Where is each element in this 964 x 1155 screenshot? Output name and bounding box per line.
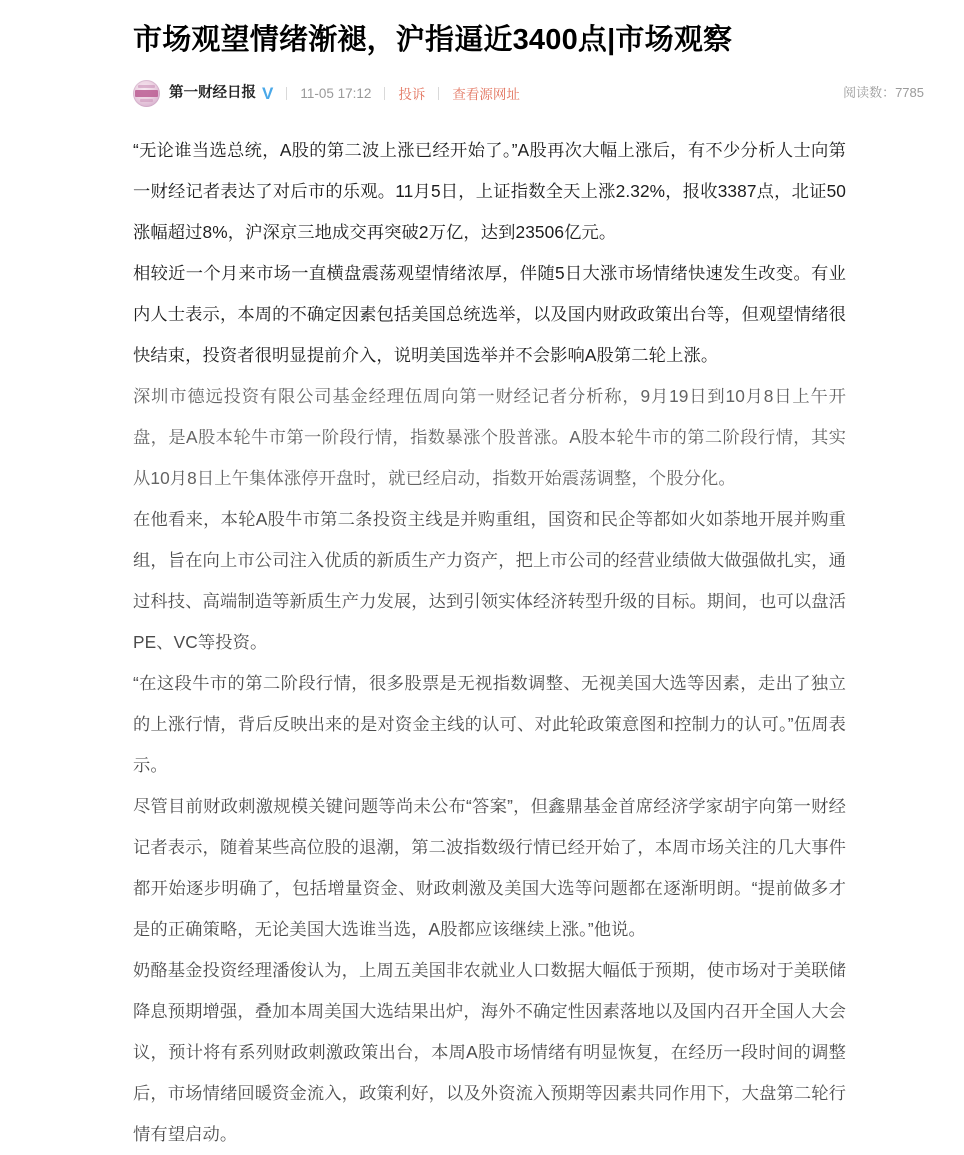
avatar-decor-bottom [140,99,153,102]
article-paragraph: 深圳市德远投资有限公司基金经理伍周向第一财经记者分析称，9月19日到10月8日上午开盘，是A股本轮牛市第一阶段行情，指数暴涨个股普涨。A股本轮牛市的第二阶段行情，其实从10月8日上午集体涨停开盘时，就已经启动，指数开始震荡调整，个股分化。 [133,386,846,488]
meta-divider [384,87,385,100]
meta-divider [438,87,439,100]
article-paragraph: 奶酪基金投资经理潘俊认为，上周五美国非农就业人口数据大幅低于预期，使市场对于美联储降息预期增强，叠加本周美国大选结果出炉，海外不确定性因素落地以及国内召开全国人大会议，预计将有系列财政刺激政策出台，本周A股市场情绪有明显恢复，在经历一段时间的调整后，市场情绪回暖资金流入，政策利好，以及外资流入预期等因素共同作用下，大盘第二轮行情有望启动。 [133,960,846,1144]
publisher-info[interactable] [133,80,273,107]
view-source-url-link[interactable]: 查看源网址 [452,87,520,102]
read-count: 阅读数：7785 [843,85,924,100]
meta-divider [286,87,287,100]
avatar-decor-top [138,85,155,88]
verified-badge-icon: V [262,83,274,103]
publish-timestamp: 11-05 17:12 [300,85,372,101]
publisher-avatar-icon [133,80,160,107]
publisher-name[interactable]: 第一财经日报 [169,84,256,101]
avatar-decor-band [135,90,158,97]
article-paragraph: “在这段牛市的第二阶段行情，很多股票是无视指数调整、无视美国大选等因素，走出了独立的上涨行情，背后反映出来的是对资金主线的认可、对此轮政策意图和控制力的认可。”伍周表示。 [133,673,846,775]
page-title: 市场观望情绪渐褪，沪指逼近3400点|市场观察 [133,24,733,56]
article-paragraph: 在他看来，本轮A股牛市第二条投资主线是并购重组，国资和民企等都如火如荼地开展并购重组，旨在向上市公司注入优质的新质生产力资产，把上市公司的经营业绩做大做强做扎实，通过科技、高端制造等新质生产力发展，达到引领实体经济转型升级的目标。期间，也可以盘活PE、VC等投资。 [133,509,846,652]
report-link[interactable]: 投诉 [398,87,426,102]
article-paragraph: 相较近一个月来市场一直横盘震荡观望情绪浓厚，伴随5日大涨市场情绪快速发生改变。有业内人士表示，本周的不确定因素包括美国总统选举，以及国内财政政策出台等，但观望情绪很快结束，投资者很明显提前介入，说明美国选举并不会影响A股第二轮上涨。 [133,263,846,365]
article-paragraph: 尽管目前财政刺激规模关键问题等尚未公布“答案”，但鑫鼎基金首席经济学家胡宇向第一财经记者表示，随着某些高位股的退潮，第二波指数级行情已经开始了，本周市场关注的几大事件都开始逐步明确了，包括增量资金、财政刺激及美国大选等问题都在逐渐明朗。“提前做多才是的正确策略，无论美国大选谁当选，A股都应该继续上涨。”他说。 [133,796,846,939]
article-meta-bar [0,62,964,108]
article-paragraph: “无论谁当选总统，A股的第二波上涨已经开始了。”A股再次大幅上涨后，有不少分析人士向第一财经记者表达了对后市的乐观。11月5日，上证指数全天上涨2.32%，报收3387点，北证50涨幅超过8%，沪深京三地成交再突破2万亿，达到23506亿元。 [133,140,846,242]
article-body [0,108,964,1155]
